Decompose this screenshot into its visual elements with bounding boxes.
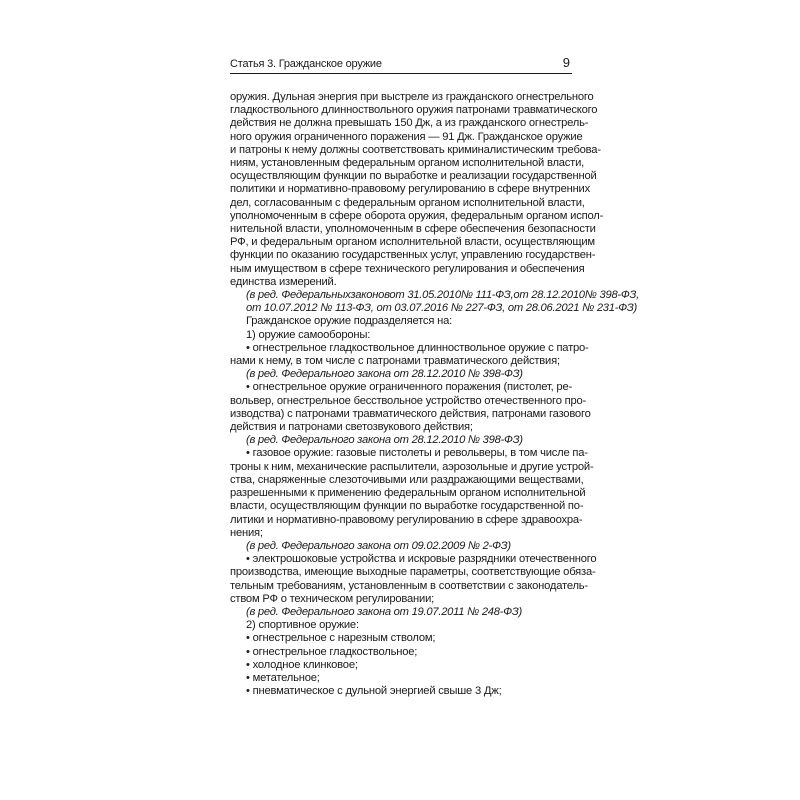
text-line: • огнестрельное оружие ограниченного поражения (пистолет, ре-: [246, 381, 572, 394]
text-line: нения;: [230, 526, 263, 539]
text-line: дел, согласованным с федеральным органом исполнительной власти,: [230, 196, 585, 209]
running-header-title: Статья 3. Гражданское оружие: [230, 58, 382, 70]
list-item: • холодное клинковое;: [246, 658, 358, 671]
amendment-reference: (в ред. Федерального закона от 28.12.2010 № 398-ФЗ): [246, 434, 523, 447]
text-line: ным имуществом в сфере технического регулирования и обеспечения: [230, 262, 585, 275]
text-line: ного оружия ограниченного поражения — 91 Дж. Гражданское оружие: [230, 130, 583, 143]
article-body: [230, 91, 640, 698]
list-item: • пневматическое с дульной энергией свыше 3 Дж;: [246, 685, 502, 698]
amendment-reference: (в ред. Федерального закона от 28.12.2010 № 398-ФЗ): [246, 368, 523, 381]
text-line: вольвер, огнестрельное бесствольное устройство отечественного про-: [230, 394, 587, 407]
page-number: 9: [562, 55, 570, 70]
text-line: и патроны к нему должны соответствовать криминалистическим требова-: [230, 143, 601, 156]
text-line: оружия. Дульная энергия при выстреле из гражданского огнестрельного: [230, 91, 594, 103]
list-item: • огнестрельное с нарезным стволом;: [246, 632, 436, 645]
running-header: [230, 56, 572, 74]
list-item: Гражданское оружие подразделяется на:: [246, 315, 452, 328]
text-line: разрешенными к применению федеральным органом исполнительной: [230, 487, 586, 500]
text-line: • электрошоковые устройства и искровые разрядники отечественного: [246, 553, 597, 566]
text-line: уполномоченным в сфере оборота оружия, федеральным органом испол-: [230, 209, 604, 222]
header-rule: [230, 73, 572, 74]
text-line: тельным требованиям, установленным в соответствии с законодатель-: [230, 579, 588, 592]
text-line: производства, имеющие выходные параметры, соответствующие обяза-: [230, 566, 596, 579]
list-item: • метательное;: [246, 671, 320, 684]
text-line: нами к нему, в том числе с патронами травматического действия;: [230, 355, 560, 368]
text-line: политики и нормативно-правовому регулированию в сфере внутренних: [230, 183, 590, 196]
list-item: • огнестрельное гладкоствольное;: [246, 645, 418, 658]
text-line: единства измерений.: [230, 275, 337, 288]
text-line: гладкоствольного длинноствольного оружия патронами травматического: [230, 104, 598, 117]
amendment-reference: (в ред. Федерального закона от 09.02.2009 № 2-ФЗ): [246, 539, 511, 552]
text-line: литики и нормативно-правовому регулированию в сфере здравоохра-: [230, 513, 583, 526]
text-line: действия не должна превышать 150 Дж, а из гражданского огнестрель-: [230, 117, 589, 130]
list-item: 1) оружие самообороны:: [246, 328, 371, 341]
list-item: 2) спортивное оружие:: [246, 619, 359, 632]
text-line: осуществляющим функции по выработке и реализации государственной: [230, 170, 597, 183]
text-line: действия и патронами светозвукового действия;: [230, 421, 473, 434]
text-line: ством РФ о техническом регулировании;: [230, 592, 435, 605]
text-line: троны к ним, механические распылители, аэрозольные и другие устрой-: [230, 460, 594, 473]
text-line: • огнестрельное гладкоствольное длинноствольное оружие с патро-: [246, 341, 589, 354]
text-line: функции по оказанию государственных услуг, управлению государствен-: [230, 249, 596, 262]
text-line: • газовое оружие: газовые пистолеты и револьверы, в том числе па-: [246, 447, 588, 460]
text-line: власти, осуществляющим функции по выработке государственной по-: [230, 500, 584, 513]
text-line: изводства) с патронами травматического действия, патронами газового: [230, 407, 591, 420]
text-line: ства, снаряженные слезоточивыми или раздражающими веществами,: [230, 473, 584, 486]
text-line: РФ, и федеральным органом исполнительной власти, осуществляющим: [230, 236, 595, 249]
text-line: нительной власти, уполномоченным в сфере обеспечения безопасности: [230, 223, 596, 236]
amendment-reference: (в ред. Федеральныхзаконовот 31.05.2010№ 111-ФЗ,от 28.12.2010№ 398-ФЗ,: [246, 289, 640, 302]
text-line: ниям, установленным федеральным органом исполнительной власти,: [230, 157, 585, 170]
amendment-reference: от 10.07.2012 № 113-ФЗ, от 03.07.2016 № 227-ФЗ, от 28.06.2021 № 231-ФЗ): [246, 302, 637, 315]
amendment-reference: (в ред. Федерального закона от 19.07.2011 № 248-ФЗ): [246, 605, 522, 618]
